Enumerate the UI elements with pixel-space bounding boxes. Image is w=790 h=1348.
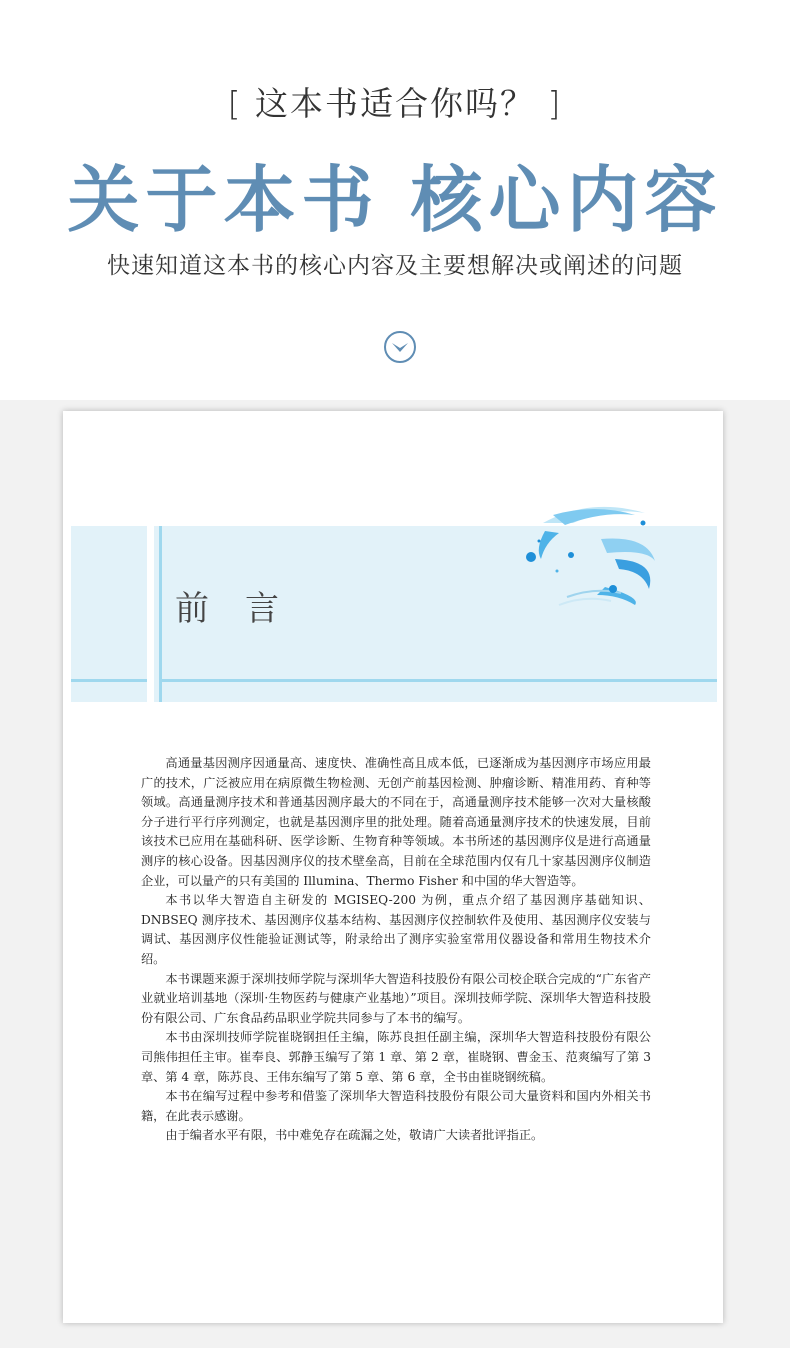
paragraph: 本书由深圳技师学院崔晓钢担任主编，陈苏良担任副主编，深圳华大智造科技股份有限公司熊伟担任主审。崔奉良、郭静玉编写了第 1 章、第 2 章，崔晓钢、曹金玉、范爽编写了第 3 章、第 4 章，陈苏良、王伟东编写了第 5 章、第 6 章，全书由崔晓钢统稿。 xyxy=(141,1030,651,1084)
globe-swirl-icon xyxy=(515,501,665,621)
subtitle: 快速知道这本书的核心内容及主要想解决或阐述的问题 xyxy=(107,253,683,279)
bracket-left: [ xyxy=(227,84,243,123)
divider-white xyxy=(147,526,154,702)
divider-vertical xyxy=(159,526,162,702)
section-title: 前言 xyxy=(175,589,315,629)
headline: 关于本书 核心内容 xyxy=(67,157,723,242)
header-area xyxy=(0,0,790,400)
paragraph: 本书在编写过程中参考和借鉴了深圳华大智造科技股份有限公司大量资料和国内外相关书籍，在此表示感谢。 xyxy=(141,1089,651,1123)
book-page xyxy=(63,411,723,1323)
bracket-right: ] xyxy=(547,84,563,123)
paragraph: 本书课题来源于深圳技师学院与深圳华大智造科技股份有限公司校企联合完成的“广东省产业就业培训基地（深圳·生物医药与健康产业基地）”项目。深圳技师学院、深圳华大智造科技股份有限公司、广东食品药品职业学院共同参与了本书的编写。 xyxy=(141,971,651,1025)
divider-horizontal-left xyxy=(71,679,147,682)
paragraph: 高通量基因测序因通量高、速度快、准确性高且成本低，已逐渐成为基因测序市场应用最广的技术，广泛被应用在病原微生物检测、无创产前基因检测、肿瘤诊断、精准用药、育种等领域。高通量测序技术和普通基因测序最大的不同在于，高通量测序技术能够一次对大量核酸分子进行平行序列测定，也就是基因测序里的批处理。随着高通量测序技术的快速发展，目前该技术已应用在基础科研、医学诊断、生物育种等领域。本书所述的基因测序仪是进行高通量测序的核心设备。因基因测序仪的技术壁垒高，目前在全球范围内仅有几十家基因测序仪制造企业，可以量产的只有美国的 Illumina、Thermo Fisher 和中国的华大智造等。 xyxy=(141,756,651,888)
chevron-down-circle-icon[interactable] xyxy=(383,330,417,364)
preface-body xyxy=(141,754,651,1146)
paragraph: 本书以华大智造自主研发的 MGISEQ-200 为例，重点介绍了基因测序基础知识、DNBSEQ 测序技术、基因测序仪基本结构、基因测序仪控制软件及使用、基因测序仪安装与调试、基因测序仪性能验证测试等，附录给出了测序实验室常用仪器设备和常用生物技术介绍。 xyxy=(141,893,651,966)
paragraph: 由于编者水平有限，书中难免存在疏漏之处，敬请广大读者批评指正。 xyxy=(165,1128,544,1143)
tagline xyxy=(0,78,790,125)
divider-horizontal-right xyxy=(162,679,717,682)
tagline-text: 这本书适合你吗？ xyxy=(255,84,535,123)
